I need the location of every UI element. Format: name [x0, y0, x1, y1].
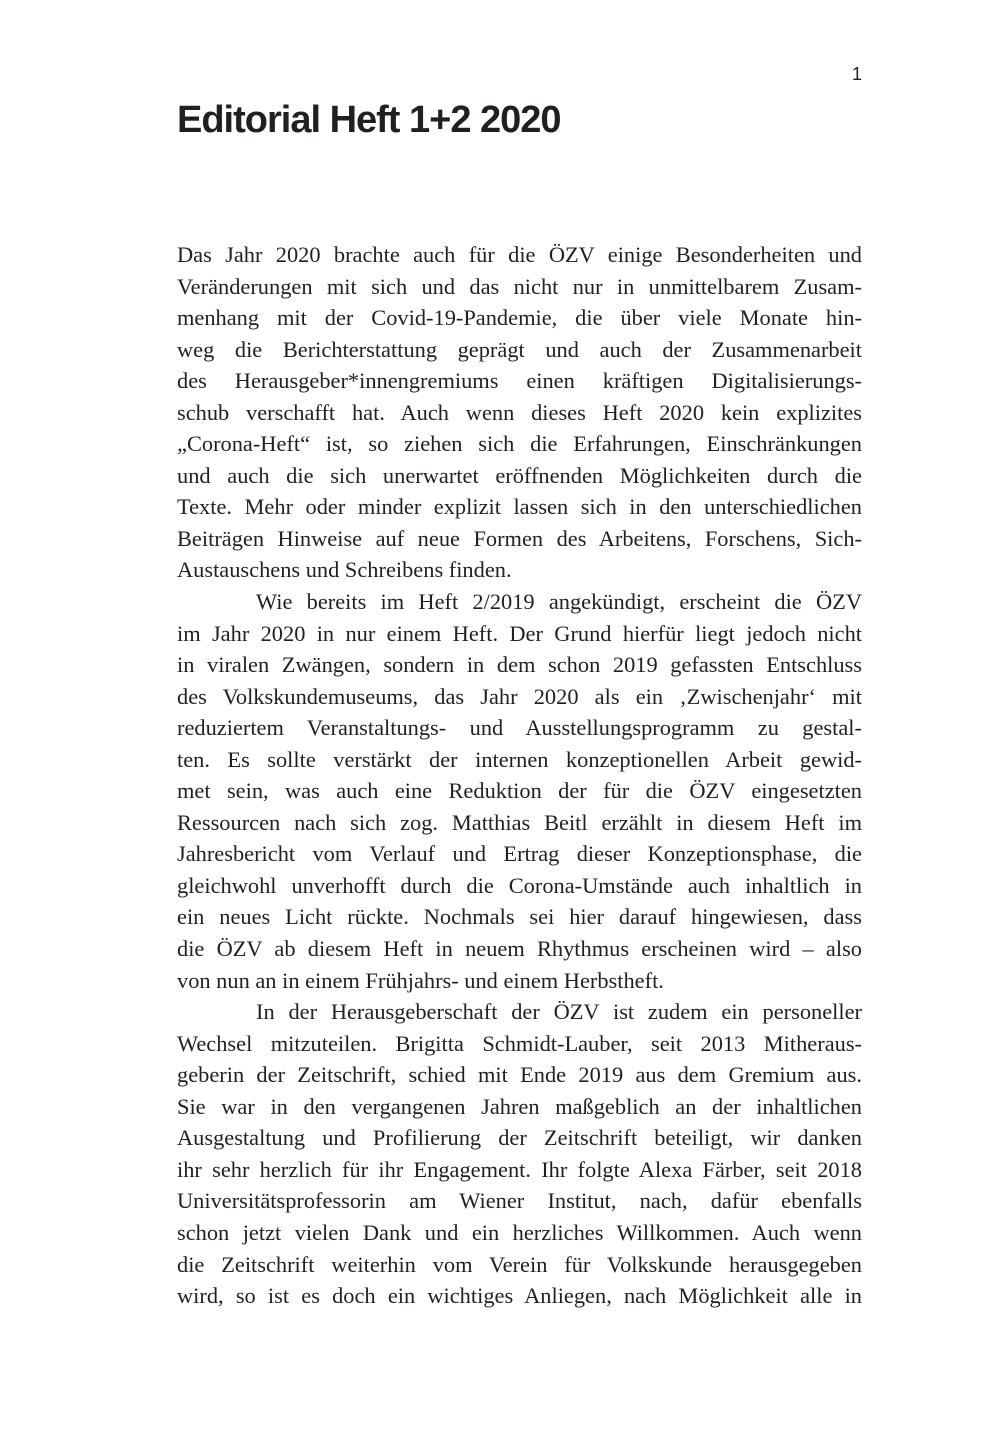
text-line: von nun an in einem Frühjahrs- und einem Herbstheft.	[177, 967, 664, 993]
text-line: des Herausgeber*innengremiums einen kräftigen Digitalisierungs-	[177, 368, 862, 394]
text-line: Ressourcen nach sich zog. Matthias Beitl erzählt in diesem Heft im	[177, 809, 862, 835]
text-line: ihr sehr herzlich für ihr Engagement. Ihr folgte Alexa Färber, seit 2018	[177, 1156, 862, 1182]
text-line: die Zeitschrift weiterhin vom Verein für Volkskunde herausgegeben	[177, 1251, 862, 1277]
text-line: die ÖZV ab diesem Heft in neuem Rhythmus erscheinen wird – also	[177, 936, 862, 962]
editorial-body	[177, 239, 862, 1312]
page-number: 1	[851, 64, 862, 84]
text-line: met sein, was auch eine Reduktion der für die ÖZV eingesetzten	[177, 778, 862, 804]
text-line: und auch die sich unerwartet eröffnenden Möglichkeiten durch die	[177, 462, 862, 488]
text-line: In der Herausgeberschaft der ÖZV ist zudem ein personeller	[256, 999, 862, 1025]
page-title: Editorial Heft 1+2 2020	[177, 99, 561, 141]
text-line: Austauschens und Schreibens finden.	[177, 557, 512, 583]
text-line: weg die Berichterstattung geprägt und auch der Zusammenarbeit	[177, 336, 862, 362]
text-line: gleichwohl unverhofft durch die Corona-Umstände auch inhaltlich in	[177, 872, 862, 898]
text-line: geberin der Zeitschrift, schied mit Ende 2019 aus dem Gremium aus.	[177, 1062, 862, 1088]
text-line: schub verschafft hat. Auch wenn dieses Heft 2020 kein explizites	[177, 399, 862, 425]
paragraph-3	[177, 996, 862, 1311]
text-line: wird, so ist es doch ein wichtiges Anliegen, nach Möglichkeit alle in	[177, 1283, 862, 1309]
text-line: Universitätsprofessorin am Wiener Institut, nach, dafür ebenfalls	[177, 1188, 862, 1214]
text-line: Wie bereits im Heft 2/2019 angekündigt, erscheint die ÖZV	[256, 589, 862, 615]
paragraph-2	[177, 586, 862, 996]
text-line: Das Jahr 2020 brachte auch für die ÖZV einige Besonderheiten und	[177, 242, 862, 267]
text-line: Texte. Mehr oder minder explizit lassen sich in den unterschiedlichen	[177, 494, 862, 520]
text-line: menhang mit der Covid-19-Pandemie, die über viele Monate hin-	[177, 305, 862, 331]
text-line: reduziertem Veranstaltungs- und Ausstellungsprogramm zu gestal-	[177, 715, 862, 741]
text-line: Ausgestaltung und Profilierung der Zeitschrift beteiligt, wir danken	[177, 1125, 862, 1151]
text-line: Wechsel mitzuteilen. Brigitta Schmidt-Lauber, seit 2013 Mitheraus-	[177, 1030, 862, 1056]
text-line: Jahresbericht vom Verlauf und Ertrag dieser Konzeptionsphase, die	[177, 841, 862, 867]
text-line: des Volkskundemuseums, das Jahr 2020 als ein ‚Zwischenjahr‘ mit	[177, 683, 862, 709]
text-line: ten. Es sollte verstärkt der internen konzeptionellen Arbeit gewid-	[177, 746, 862, 772]
text-line: „Corona-Heft“ ist, so ziehen sich die Erfahrungen, Einschränkungen	[177, 431, 862, 457]
text-line: in viralen Zwängen, sondern in dem schon 2019 gefassten Entschluss	[177, 652, 862, 678]
text-line: schon jetzt vielen Dank und ein herzliches Willkommen. Auch wenn	[177, 1219, 862, 1245]
text-line: Beiträgen Hinweise auf neue Formen des Arbeitens, Forschens, Sich-	[177, 525, 862, 551]
paragraph-1	[177, 239, 862, 586]
text-line: Sie war in den vergangenen Jahren maßgeblich an der inhaltlichen	[177, 1093, 862, 1119]
text-line: im Jahr 2020 in nur einem Heft. Der Grund hierfür liegt jedoch nicht	[177, 620, 862, 646]
text-line: ein neues Licht rückte. Nochmals sei hier darauf hingewiesen, dass	[177, 904, 862, 930]
text-line: Veränderungen mit sich und das nicht nur in unmittelbarem Zusam-	[177, 273, 862, 299]
